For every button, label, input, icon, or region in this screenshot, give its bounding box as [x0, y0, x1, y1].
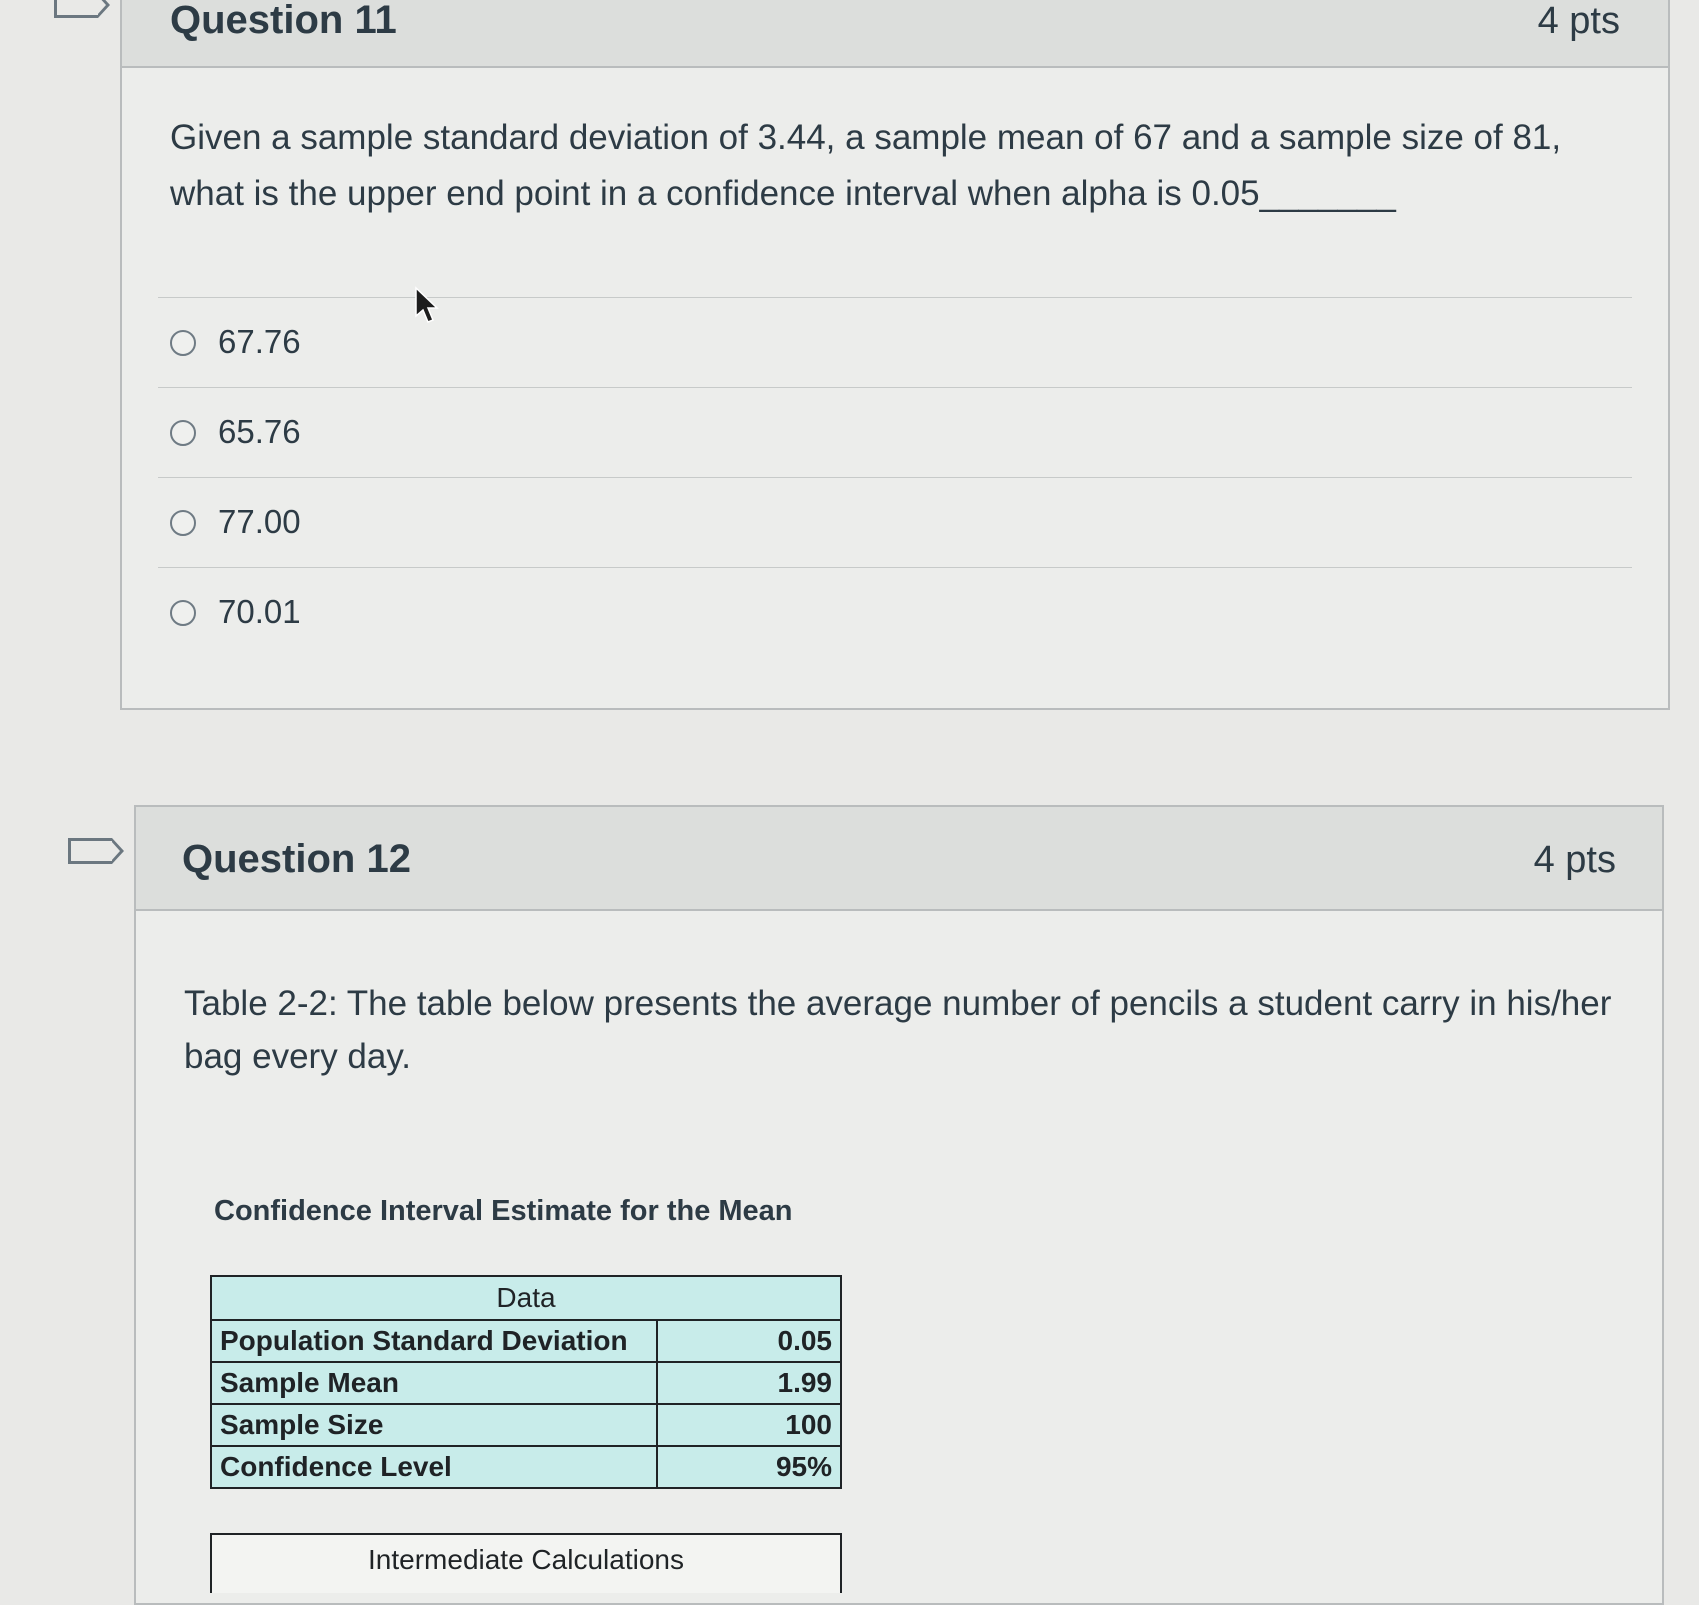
row-value: 100	[657, 1404, 841, 1446]
question-11-text-line1: Given a sample standard deviation of 3.44, a sample mean of 67 and a sample size of 81,	[170, 118, 1562, 157]
row-label: Confidence Level	[211, 1446, 657, 1488]
question-11-points: 4 pts	[1537, 0, 1620, 42]
answer-label: 77.00	[218, 503, 301, 540]
row-value: 95%	[657, 1446, 841, 1488]
table-header-data: Data	[211, 1276, 841, 1320]
row-label: Sample Mean	[211, 1362, 657, 1404]
question-12-title: Question 12	[182, 837, 411, 881]
question-11-header	[122, 0, 1668, 68]
question-12-points: 4 pts	[1533, 839, 1616, 881]
intermediate-calculations-header	[210, 1533, 842, 1593]
question-12-header	[136, 807, 1662, 911]
intermediate-calculations-label: Intermediate Calculations	[368, 1544, 684, 1575]
row-label: Population Standard Deviation	[211, 1320, 657, 1362]
radio-button-icon[interactable]	[170, 600, 196, 626]
row-value: 1.99	[657, 1362, 841, 1404]
flag-question-11-icon[interactable]	[54, 0, 98, 18]
answer-option-3[interactable]	[158, 477, 1632, 568]
row-value: 0.05	[657, 1320, 841, 1362]
answer-label: 67.76	[218, 323, 301, 360]
table-title: Confidence Interval Estimate for the Mean	[214, 1195, 793, 1227]
data-table	[210, 1275, 842, 1489]
question-11-text	[170, 110, 1630, 222]
question-12-text	[184, 977, 1634, 1083]
table-row	[211, 1362, 841, 1404]
answer-option-4[interactable]	[158, 567, 1632, 658]
table-row	[211, 1320, 841, 1362]
question-11-card	[120, 0, 1670, 710]
question-12-text-line1: Table 2-2: The table below presents the average number of pencils a student carry in his/her	[184, 984, 1612, 1023]
row-label: Sample Size	[211, 1404, 657, 1446]
radio-button-icon[interactable]	[170, 510, 196, 536]
answer-option-1[interactable]	[158, 297, 1632, 388]
flag-question-12-icon[interactable]	[68, 838, 112, 864]
answer-label: 70.01	[218, 593, 301, 630]
answer-option-2[interactable]	[158, 387, 1632, 478]
mouse-pointer-icon	[414, 286, 440, 326]
table-row	[211, 1446, 841, 1488]
table-header-row	[211, 1276, 841, 1320]
question-11-title: Question 11	[170, 0, 397, 42]
question-12-card	[134, 805, 1664, 1605]
radio-button-icon[interactable]	[170, 330, 196, 356]
table-row	[211, 1404, 841, 1446]
question-12-text-line2: bag every day.	[184, 1037, 411, 1076]
radio-button-icon[interactable]	[170, 420, 196, 446]
question-11-text-line2: what is the upper end point in a confidence interval when alpha is 0.05_______	[170, 174, 1396, 213]
answer-label: 65.76	[218, 413, 301, 450]
